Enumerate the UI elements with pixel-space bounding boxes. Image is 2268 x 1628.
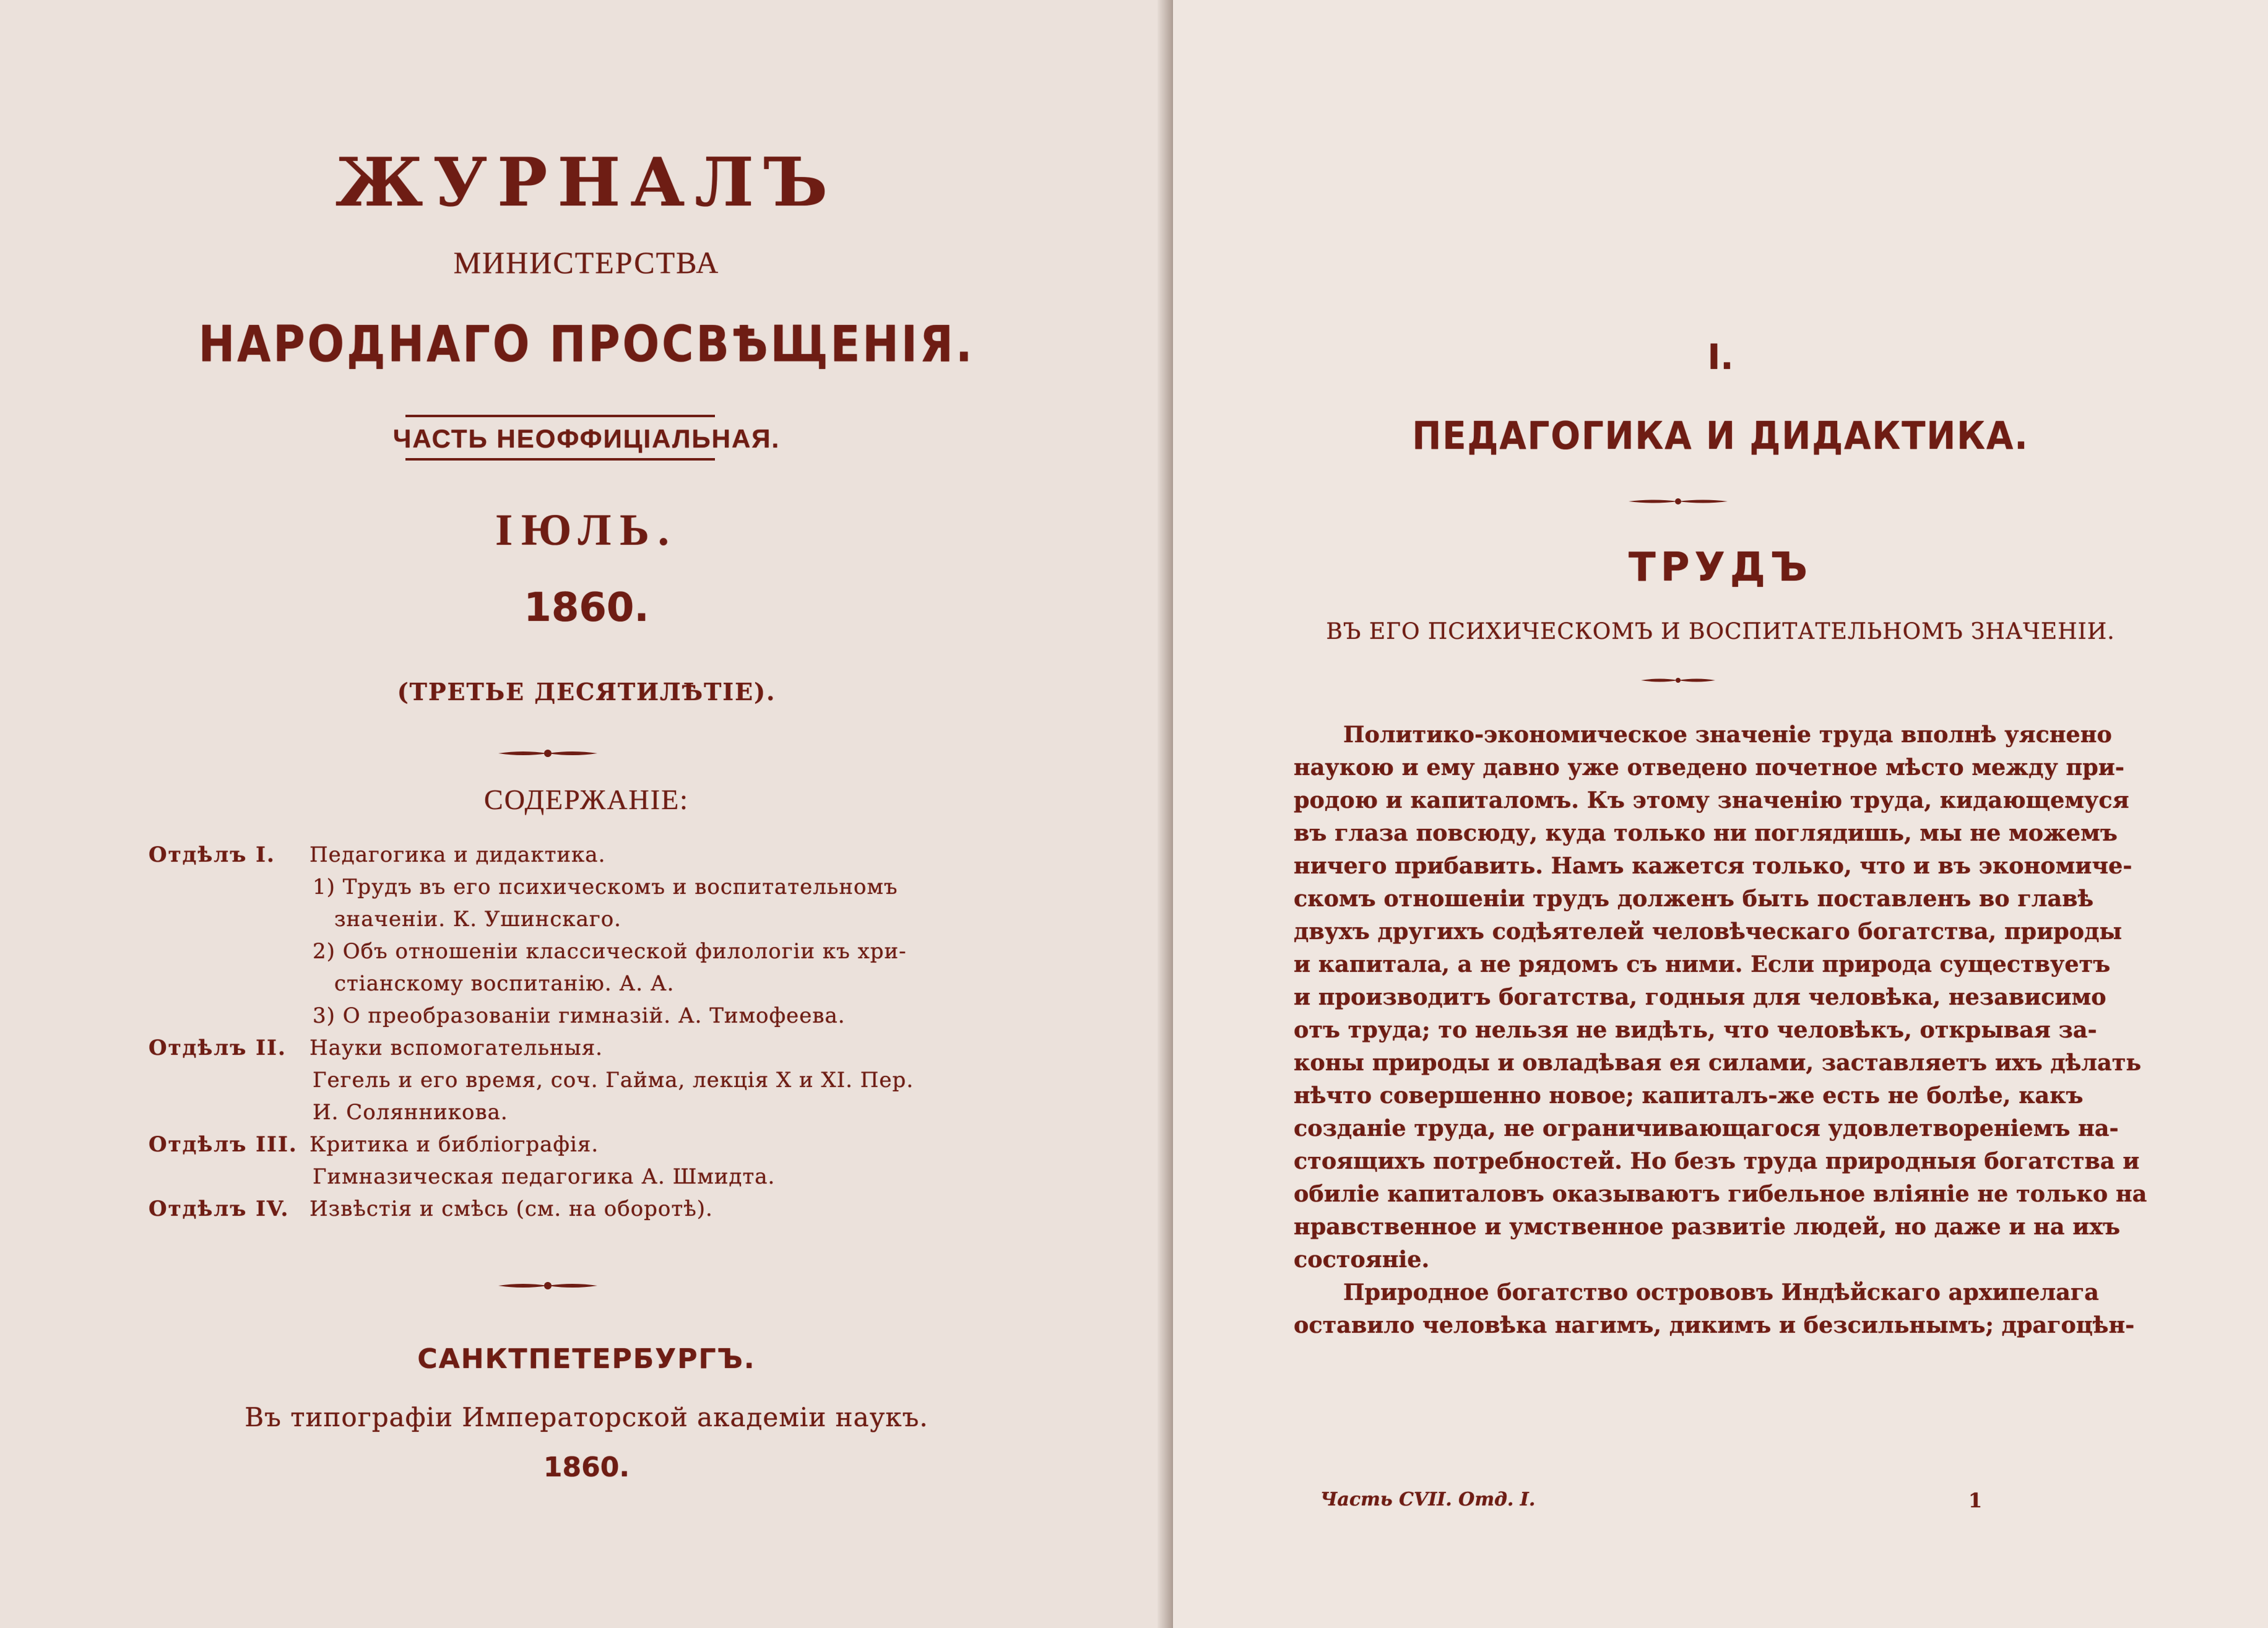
body-line: и капитала, а не рядомъ съ ними. Если природа существуетъ	[1294, 951, 2111, 977]
toc-entry	[149, 1000, 1015, 1032]
issue-year: 1860.	[524, 585, 649, 631]
body-line: коны природы и овладѣвая ея силами, заставляетъ ихъ дѣлать	[1294, 1049, 2142, 1076]
body-line: оставило человѣка нагимъ, дикимъ и безсильнымъ; драгоцѣн-	[1294, 1312, 2135, 1338]
toc-section: Отдѣлъ I.	[149, 842, 275, 867]
imprint-printer: Въ типографіи Императорской академіи наукъ.	[245, 1402, 928, 1432]
toc-text: Гимназическая педагогика А. Шмидта.	[313, 1164, 776, 1189]
part-label: ЧАСТЬ НЕОФФИЦІАЛЬНАЯ.	[392, 424, 781, 453]
imprint-year: 1860.	[543, 1452, 630, 1483]
toc-section: Отдѣлъ IV.	[149, 1197, 290, 1221]
toc-entry	[149, 1032, 1015, 1064]
body-line: наукою и ему давно уже отведено почетное мѣсто между при-	[1294, 754, 2124, 781]
body-line: состояніе.	[1294, 1246, 1430, 1273]
journal-title: ЖУРНАЛЪ	[335, 144, 838, 222]
toc-entry	[149, 1064, 1015, 1096]
toc-text: Извѣстія и смѣсь (см. на оборотѣ).	[309, 1197, 713, 1221]
toc-text: И. Солянникова.	[313, 1100, 508, 1125]
article-subtitle: ВЪ ЕГО ПСИХИЧЕСКОМЪ И ВОСПИТАТЕЛЬНОМЪ ЗНАЧЕНІИ.	[1326, 619, 2115, 644]
toc-entry	[149, 935, 1015, 968]
article-page	[1173, 0, 2268, 1628]
body-line: родою и капиталомъ. Къ этому значенію труда, кидающемуся	[1294, 787, 2129, 813]
journal-subtitle-ministry: МИНИСТЕРСТВА	[453, 245, 720, 280]
body-line: отъ труда; то нельзя не видѣть, что человѣкъ, открывая за-	[1294, 1016, 2097, 1043]
journal-subtitle-enlightenment: НАРОДНАГО ПРОСВѢЩЕНІЯ.	[198, 314, 975, 374]
issue-decade: (ТРЕТЬЕ ДЕСЯТИЛѢТІЕ).	[397, 678, 776, 706]
toc-text: значеніи. К. Ушинскаго.	[334, 907, 621, 932]
part-rule-bottom	[405, 458, 715, 461]
toc-entry	[149, 871, 1015, 903]
body-line: Природное богатство острововъ Индѣйскаго архипелага	[1343, 1279, 2099, 1305]
toc-entry	[149, 839, 1015, 871]
toc-entry	[149, 1193, 1015, 1225]
ornament-divider-icon	[1629, 495, 1728, 508]
toc-text: 1) Трудъ въ его психическомъ и воспитательномъ	[313, 875, 898, 899]
toc-entry	[149, 1128, 1015, 1161]
toc-entry	[149, 903, 1015, 935]
toc-text: стіанскому воспитанію. А. А.	[334, 971, 675, 996]
contents-heading: СОДЕРЖАНІЕ:	[484, 784, 689, 815]
toc-section: Отдѣлъ III.	[149, 1132, 298, 1157]
body-line: и производитъ богатства, годныя для человѣка, независимо	[1294, 984, 2106, 1010]
body-line: нравственное и умственное развитіе людей, но даже и на ихъ	[1294, 1213, 2121, 1240]
body-line: нѣчто совершенно новое; капиталъ-же есть не болѣе, какъ	[1294, 1082, 2084, 1109]
toc-section: Отдѣлъ II.	[149, 1036, 287, 1060]
article-title: ТРУДЪ	[1628, 545, 1813, 591]
toc-text: Науки вспомогательныя.	[309, 1036, 603, 1060]
body-line: стоящихъ потребностей. Но безъ труда природныя богатства и	[1294, 1148, 2140, 1174]
body-line: созданіе труда, не ограничивающагося удовлетвореніемъ на-	[1294, 1115, 2119, 1141]
table-of-contents	[149, 839, 1015, 1225]
imprint-city: САНКТПЕТЕРБУРГЪ.	[417, 1343, 756, 1375]
toc-text: 2) Объ отношеніи классической филологіи къ хри-	[313, 939, 907, 964]
toc-text: Гегель и его время, соч. Гайма, лекція X и XI. Пер.	[313, 1068, 914, 1093]
toc-entry	[149, 1161, 1015, 1193]
body-line: ничего прибавить. Намъ кажется только, что и въ экономиче-	[1294, 852, 2132, 879]
ornament-divider-icon	[498, 1278, 597, 1293]
toc-text: 3) О преобразованіи гимназій. А. Тимофеева.	[313, 1003, 846, 1028]
body-line: въ глаза повсюду, куда только ни поглядишь, мы не можемъ	[1294, 820, 2118, 846]
footer-signature: Часть CVII. Отд. I.	[1320, 1489, 1536, 1510]
page-number: 1	[1968, 1489, 1983, 1512]
ornament-divider-icon	[1641, 675, 1715, 686]
body-line: двухъ другихъ содѣятелей человѣческаго богатства, природы	[1294, 918, 2123, 945]
ornament-divider-icon	[498, 746, 597, 761]
section-number: I.	[1707, 337, 1734, 378]
body-line: Политико-экономическое значеніе труда вполнѣ уяснено	[1343, 721, 2112, 748]
issue-month: ІЮЛЬ.	[495, 505, 678, 555]
toc-text: Педагогика и дидактика.	[309, 842, 606, 867]
toc-text: Критика и библіографія.	[309, 1132, 599, 1157]
body-line: обиліе капиталовъ оказываютъ гибельное вліяніе не только на	[1294, 1180, 2147, 1207]
body-line: скомъ отношеніи трудъ долженъ быть поставленъ во главѣ	[1294, 885, 2094, 912]
toc-entry	[149, 968, 1015, 1000]
toc-entry	[149, 1096, 1015, 1128]
article-body	[1294, 718, 2147, 1341]
part-rule-top	[405, 415, 715, 417]
section-heading: ПЕДАГОГИКА И ДИДАКТИКА.	[1412, 413, 2029, 459]
